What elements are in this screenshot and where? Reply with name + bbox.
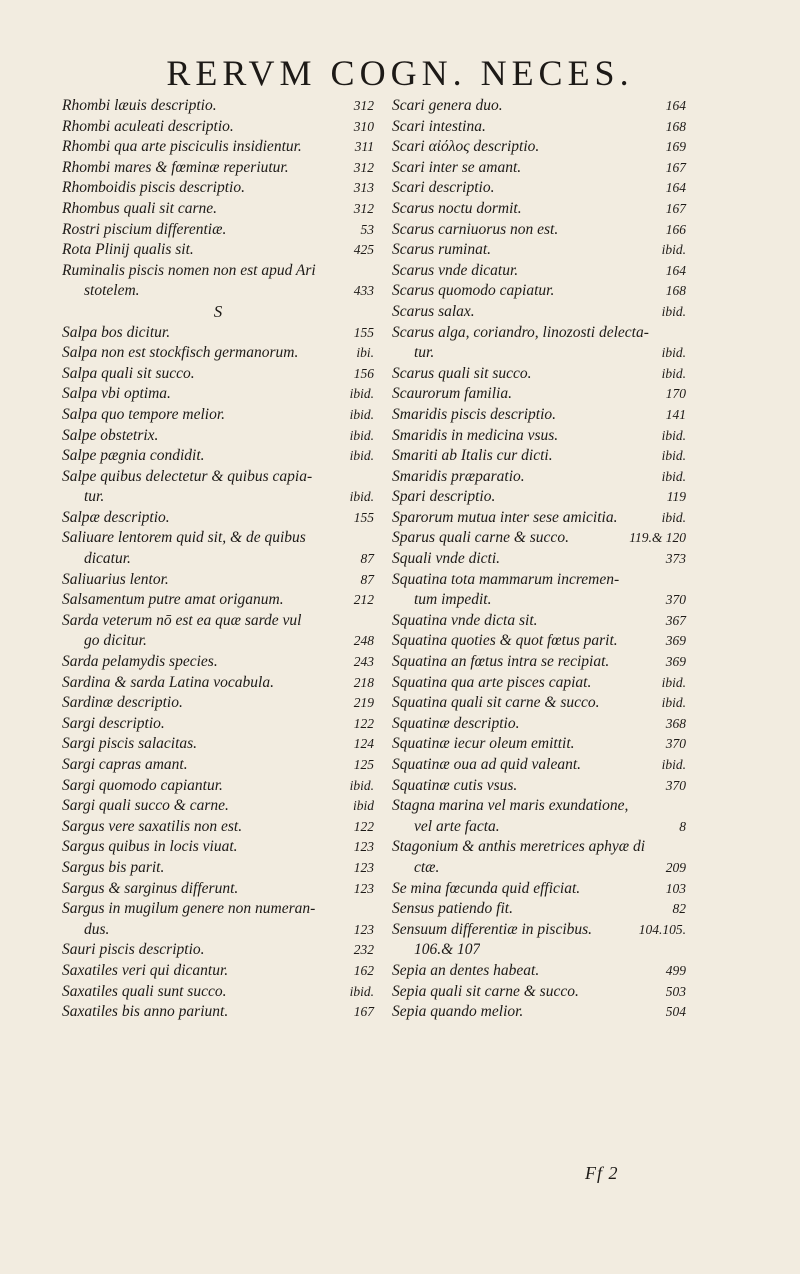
entry-page-ref: 368: [665, 715, 686, 731]
index-entry: [392, 899, 686, 920]
signature-mark: Ff 2: [585, 1163, 619, 1183]
index-entry: [62, 693, 374, 714]
entry-text: Squatina tota mammarum incremen-: [392, 570, 620, 588]
entry-page-ref: 313: [353, 180, 374, 196]
index-entry-continuation: [62, 487, 374, 508]
entry-text: Salpe pægnia condidit.: [62, 447, 205, 465]
entry-text: Squatinæ cutis vsus.: [392, 776, 518, 794]
entry-page-ref: 367: [665, 612, 686, 628]
entry-page-ref: 82: [672, 901, 686, 917]
index-entry: [62, 323, 374, 344]
index-entry: [392, 611, 686, 632]
index-entry: [392, 982, 686, 1003]
entry-page-ref: 122: [353, 715, 374, 731]
entry-text: Squatina qua arte pisces capiat.: [392, 673, 592, 691]
entry-text: Saliuarius lentor.: [62, 570, 169, 588]
entry-text: Salpa bos dicitur.: [62, 323, 171, 341]
entry-page-ref: ibid.: [661, 448, 686, 464]
index-entry: [392, 281, 686, 302]
entry-text: Rhombi læuis descriptio.: [62, 97, 217, 114]
index-entry: [62, 714, 374, 735]
entry-page-ref: 168: [665, 118, 686, 134]
entry-text: Se mina fœcunda quid efficiat.: [392, 879, 581, 897]
entry-page-ref: 370: [665, 777, 686, 793]
entry-page-ref: 209: [665, 859, 686, 875]
index-entry: [62, 117, 374, 138]
entry-page-ref: 243: [353, 654, 374, 670]
index-entry: [392, 734, 686, 755]
index-entry: [62, 405, 374, 426]
entry-text: Scaurorum familia.: [392, 385, 512, 403]
entry-page-ref: ibid.: [661, 468, 686, 484]
index-entry: [392, 323, 686, 344]
entry-text: Sauri piscis descriptio.: [62, 941, 205, 959]
index-entry: [392, 549, 686, 570]
index-entry: [392, 405, 686, 426]
entry-text: Scarus carniuorus non est.: [392, 220, 559, 238]
entry-text: Scari genera duo.: [392, 97, 503, 114]
entry-page-ref: 123: [353, 880, 374, 896]
entry-page-ref: ibid.: [661, 345, 686, 361]
entry-text: Squatinæ iecur oleum emittit.: [392, 735, 575, 753]
entry-text: tur.: [84, 488, 105, 506]
entry-text: Sardina & sarda Latina vocabula.: [62, 673, 274, 691]
index-entry: [62, 343, 374, 364]
entry-text: Stagonium & anthis meretrices aphyæ di: [392, 838, 646, 856]
index-entry: [392, 199, 686, 220]
index-entry: [62, 611, 374, 632]
index-entry: [392, 384, 686, 405]
entry-text: Scarus quali sit succo.: [392, 364, 532, 382]
entry-text: Saxatiles quali sunt succo.: [62, 982, 227, 1000]
entry-text: Sensuum differentiæ in piscibus.: [392, 920, 593, 938]
entry-page-ref: 119: [666, 489, 686, 505]
index-entry: [392, 302, 686, 323]
index-entry-continuation: [392, 343, 686, 364]
index-entry: [392, 467, 686, 488]
entry-text: Rhomboidis piscis descriptio.: [62, 179, 245, 197]
entry-text: Sargi piscis salacitas.: [62, 735, 198, 753]
entry-text: Sensus patiendo fit.: [392, 900, 513, 918]
entry-text: Sargus vere saxatilis non est.: [62, 817, 243, 835]
entry-text: Rostri piscium differentiæ.: [62, 220, 227, 238]
index-entry: [392, 570, 686, 591]
entry-text: go dicitur.: [84, 632, 147, 650]
entry-text: Squatinæ oua ad quid valeant.: [392, 756, 582, 773]
index-entry: [392, 364, 686, 385]
index-entry: [392, 426, 686, 447]
index-entry: [62, 755, 374, 776]
entry-page-ref: ibid.: [661, 427, 686, 443]
entry-page-ref: 167: [665, 159, 686, 175]
entry-text: Saliuare lentorem quid sit, & de quibus: [62, 529, 306, 547]
entry-page-ref: ibid.: [349, 448, 374, 464]
index-entry: [392, 879, 686, 900]
entry-text: tur.: [414, 344, 435, 362]
index-entry-continuation: [62, 281, 374, 302]
index-entry: [62, 940, 374, 961]
entry-text: Scari αἰόλος descriptio.: [392, 138, 540, 156]
entry-text: 106.& 107: [414, 941, 481, 959]
entry-page-ref: 312: [353, 200, 374, 216]
entry-page-ref: ibid.: [661, 757, 686, 772]
index-entry: [62, 240, 374, 261]
entry-text: Sargus in mugilum genere non numeran-: [62, 900, 316, 918]
entry-text: Smariti ab Italis cur dicti.: [392, 447, 553, 465]
index-entry: [62, 446, 374, 467]
entry-page-ref: 212: [353, 592, 374, 608]
entry-text: Scari intestina.: [392, 117, 486, 135]
entry-text: Squatina vnde dicta sit.: [392, 611, 538, 629]
entry-text: Rota Plinij qualis sit.: [62, 241, 194, 259]
entry-page-ref: ibid.: [349, 489, 374, 505]
entry-page-ref: 312: [353, 98, 374, 113]
index-entry: [62, 158, 374, 179]
entry-text: Sarda pelamydis species.: [62, 653, 218, 671]
index-entry: [392, 652, 686, 673]
entry-text: Rhombi qua arte pisciculis insidientur.: [62, 138, 302, 156]
index-entry: [392, 920, 686, 941]
entry-page-ref: ibid.: [661, 303, 686, 319]
index-entry-continuation: [62, 631, 374, 652]
entry-page-ref: ibid.: [349, 386, 374, 402]
entry-page-ref: 370: [665, 736, 686, 752]
entry-page-ref: ibid.: [661, 365, 686, 381]
entry-page-ref: 167: [665, 200, 686, 216]
index-entry: [392, 178, 686, 199]
index-entry: [62, 261, 374, 282]
entry-text: tum impedit.: [414, 591, 492, 609]
index-entry: [62, 879, 374, 900]
index-entry: [392, 714, 686, 735]
entry-page-ref: 8: [679, 818, 686, 834]
index-entry: [62, 220, 374, 241]
index-entry: [392, 137, 686, 158]
entry-page-ref: 141: [665, 406, 686, 422]
index-entry: [392, 508, 686, 529]
entry-page-ref: 504: [665, 1004, 686, 1020]
index-entry: [62, 384, 374, 405]
entry-text: Squatina an fœtus intra se recipiat.: [392, 653, 610, 671]
entry-text: Squatinæ descriptio.: [392, 714, 520, 732]
index-entry: [392, 158, 686, 179]
index-entry-continuation: [392, 858, 686, 879]
entry-text: Sargus bis parit.: [62, 858, 165, 876]
entry-page-ref: 167: [353, 1004, 374, 1020]
entry-text: Salpa vbi optima.: [62, 385, 171, 403]
page-title: RERVM COGN. NECES.: [166, 53, 634, 93]
entry-page-ref: ibid.: [349, 983, 374, 999]
index-entry: [392, 446, 686, 467]
entry-page-ref: 499: [665, 962, 686, 978]
index-entry: [62, 570, 374, 591]
entry-text: Spari descriptio.: [392, 488, 496, 506]
entry-text: Smaridis præparatio.: [392, 467, 525, 485]
entry-page-ref: 168: [665, 283, 686, 299]
entry-page-ref: ibid.: [661, 509, 686, 525]
entry-text: Smaridis in medicina vsus.: [392, 426, 559, 444]
index-entry: [62, 96, 374, 117]
index-entry: [62, 137, 374, 158]
entry-page-ref: 425: [353, 242, 374, 258]
entry-text: dus.: [84, 920, 110, 938]
entry-text: Salpe obstetrix.: [62, 426, 159, 444]
entry-page-ref: 123: [353, 839, 374, 855]
index-entry: [392, 693, 686, 714]
entry-page-ref: ibid.: [661, 674, 686, 690]
entry-page-ref: 123: [353, 859, 374, 875]
entry-page-ref: 373: [665, 551, 686, 567]
entry-text: vel arte facta.: [414, 817, 500, 835]
entry-page-ref: ibid.: [349, 777, 374, 793]
index-entry: [392, 487, 686, 508]
index-entry: [392, 528, 686, 549]
index-entry: [62, 858, 374, 879]
entry-text: Sardinæ descriptio.: [62, 694, 183, 712]
index-column-left: [62, 96, 374, 1023]
index-entry-continuation: [62, 549, 374, 570]
entry-text: Sargi quomodo capiantur.: [62, 776, 223, 794]
index-entry: [62, 796, 374, 817]
entry-text: Stagna marina vel maris exundatione,: [392, 797, 629, 815]
index-entry: [62, 178, 374, 199]
entry-text: Sargus & sarginus differunt.: [62, 879, 239, 897]
entry-page-ref: 232: [353, 942, 374, 958]
entry-text: ctæ.: [414, 858, 440, 876]
index-entry: [392, 631, 686, 652]
entry-text: Salpe quibus delectetur & quibus capia-: [62, 467, 313, 485]
entry-page-ref: 369: [665, 654, 686, 670]
index-entry: [62, 364, 374, 385]
index-entry: [62, 652, 374, 673]
entry-page-ref: 155: [353, 509, 374, 525]
entry-text: Scarus noctu dormit.: [392, 199, 522, 217]
entry-text: Rhombus quali sit carne.: [62, 199, 217, 217]
entry-page-ref: 87: [360, 551, 374, 567]
entry-text: Sargi capras amant.: [62, 756, 188, 773]
entry-text: Saxatiles veri qui dicantur.: [62, 961, 229, 979]
entry-text: Ruminalis piscis nomen non est apud Ari: [62, 261, 316, 279]
entry-text: dicatur.: [84, 550, 131, 568]
index-entry: [62, 508, 374, 529]
entry-page-ref: 119.& 120: [629, 530, 686, 546]
entry-text: Saxatiles bis anno pariunt.: [62, 1003, 229, 1021]
entry-page-ref: 218: [353, 674, 374, 690]
entry-page-ref: ibid: [352, 798, 374, 814]
entry-text: Sepia quali sit carne & succo.: [392, 982, 579, 1000]
entry-text: Sepia quando melior.: [392, 1003, 524, 1021]
entry-text: Scarus alga, coriandro, linozosti delecta-: [392, 323, 649, 341]
index-entry: [392, 837, 686, 858]
index-entry: [62, 899, 374, 920]
entry-page-ref: 104.105.: [638, 921, 686, 937]
entry-text: Scari descriptio.: [392, 179, 495, 197]
index-entry: [62, 1002, 374, 1023]
entry-page-ref: 125: [353, 757, 374, 772]
index-entry: [62, 776, 374, 797]
index-column-right: [392, 96, 686, 1023]
entry-text: Salpæ descriptio.: [62, 508, 170, 526]
entry-text: Salpa non est stockfisch germanorum.: [62, 344, 299, 362]
entry-page-ref: 164: [665, 180, 686, 196]
index-entry: [62, 199, 374, 220]
entry-page-ref: 162: [353, 962, 374, 978]
entry-page-ref: ibid.: [349, 427, 374, 443]
index-entry: [62, 673, 374, 694]
entry-text: Sargi descriptio.: [62, 714, 165, 732]
entry-page-ref: ibid.: [349, 406, 374, 422]
index-entry: [392, 755, 686, 776]
index-entry: [392, 1002, 686, 1023]
index-entry-continuation: [392, 817, 686, 838]
index-entry: [62, 961, 374, 982]
entry-text: Rhombi aculeati descriptio.: [62, 117, 234, 135]
entry-page-ref: 156: [353, 365, 374, 381]
entry-text: Salpa quo tempore melior.: [62, 405, 226, 423]
index-entry: [392, 220, 686, 241]
index-entry: [62, 982, 374, 1003]
index-entry: [392, 240, 686, 261]
entry-page-ref: 124: [353, 736, 374, 752]
entry-text: Scarus ruminat.: [392, 241, 492, 259]
index-entry: [392, 673, 686, 694]
entry-page-ref: 503: [665, 983, 686, 999]
index-entry: [392, 796, 686, 817]
entry-text: Rhombi mares & fœminæ reperiutur.: [62, 158, 289, 176]
entry-page-ref: 122: [353, 818, 374, 834]
entry-page-ref: ibi.: [356, 345, 374, 361]
entry-text: Sparorum mutua inter sese amicitia.: [392, 508, 618, 526]
index-entry-continuation: [62, 920, 374, 941]
entry-text: stotelem.: [84, 282, 140, 300]
entry-page-ref: 312: [353, 159, 374, 175]
entry-text: Scarus salax.: [392, 302, 475, 320]
entry-page-ref: 219: [353, 695, 374, 711]
entry-page-ref: 311: [354, 139, 374, 155]
entry-text: Sparus quali carne & succo.: [392, 529, 569, 547]
entry-page-ref: 164: [665, 262, 686, 278]
entry-page-ref: 169: [665, 139, 686, 155]
entry-page-ref: 53: [360, 221, 374, 237]
section-letter: S: [213, 301, 223, 321]
entry-page-ref: 248: [353, 633, 374, 649]
entry-text: Scarus vnde dicatur.: [392, 261, 519, 279]
entry-page-ref: 87: [360, 571, 374, 587]
entry-text: Scarus quomodo capiatur.: [392, 282, 555, 300]
entry-page-ref: ibid.: [661, 242, 686, 258]
entry-text: Squatina quoties & quot fœtus parit.: [392, 632, 618, 650]
entry-page-ref: 155: [353, 324, 374, 340]
entry-text: Sargi quali succo & carne.: [62, 797, 229, 815]
entry-text: Sarda veterum nō est ea quæ sarde vul: [62, 611, 302, 629]
index-entry: [62, 590, 374, 611]
entry-page-ref: 370: [665, 592, 686, 608]
index-entry-continuation: [392, 590, 686, 611]
index-entry: [62, 837, 374, 858]
index-entry: [392, 961, 686, 982]
entry-text: Salpa quali sit succo.: [62, 364, 195, 382]
entry-page-ref: 103: [665, 880, 686, 896]
entry-page-ref: 123: [353, 921, 374, 937]
entry-page-ref: 433: [353, 283, 374, 299]
entry-page-ref: 310: [353, 118, 374, 134]
index-entry: [392, 776, 686, 797]
entry-text: Sargus quibus in locis viuat.: [62, 838, 238, 856]
entry-page-ref: 166: [665, 221, 686, 237]
entry-text: Smaridis piscis descriptio.: [392, 405, 557, 423]
index-entry: [62, 426, 374, 447]
index-entry: [392, 96, 686, 117]
index-entry: [392, 117, 686, 138]
entry-page-ref: ibid.: [661, 695, 686, 711]
index-entry: [62, 817, 374, 838]
entry-page-ref: 369: [665, 633, 686, 649]
entry-page-ref: 170: [665, 386, 686, 402]
index-entry-continuation: [392, 940, 686, 961]
entry-text: Sepia an dentes habeat.: [392, 961, 540, 979]
entry-text: Squali vnde dicti.: [392, 550, 501, 568]
entry-page-ref: 164: [665, 98, 686, 113]
entry-text: Squatina quali sit carne & succo.: [392, 694, 600, 712]
entry-text: Scari inter se amant.: [392, 158, 522, 176]
index-entry: [62, 734, 374, 755]
index-entry: [392, 261, 686, 282]
entry-text: Salsamentum putre amat origanum.: [62, 591, 284, 609]
index-entry: [62, 467, 374, 488]
index-entry: [62, 528, 374, 549]
